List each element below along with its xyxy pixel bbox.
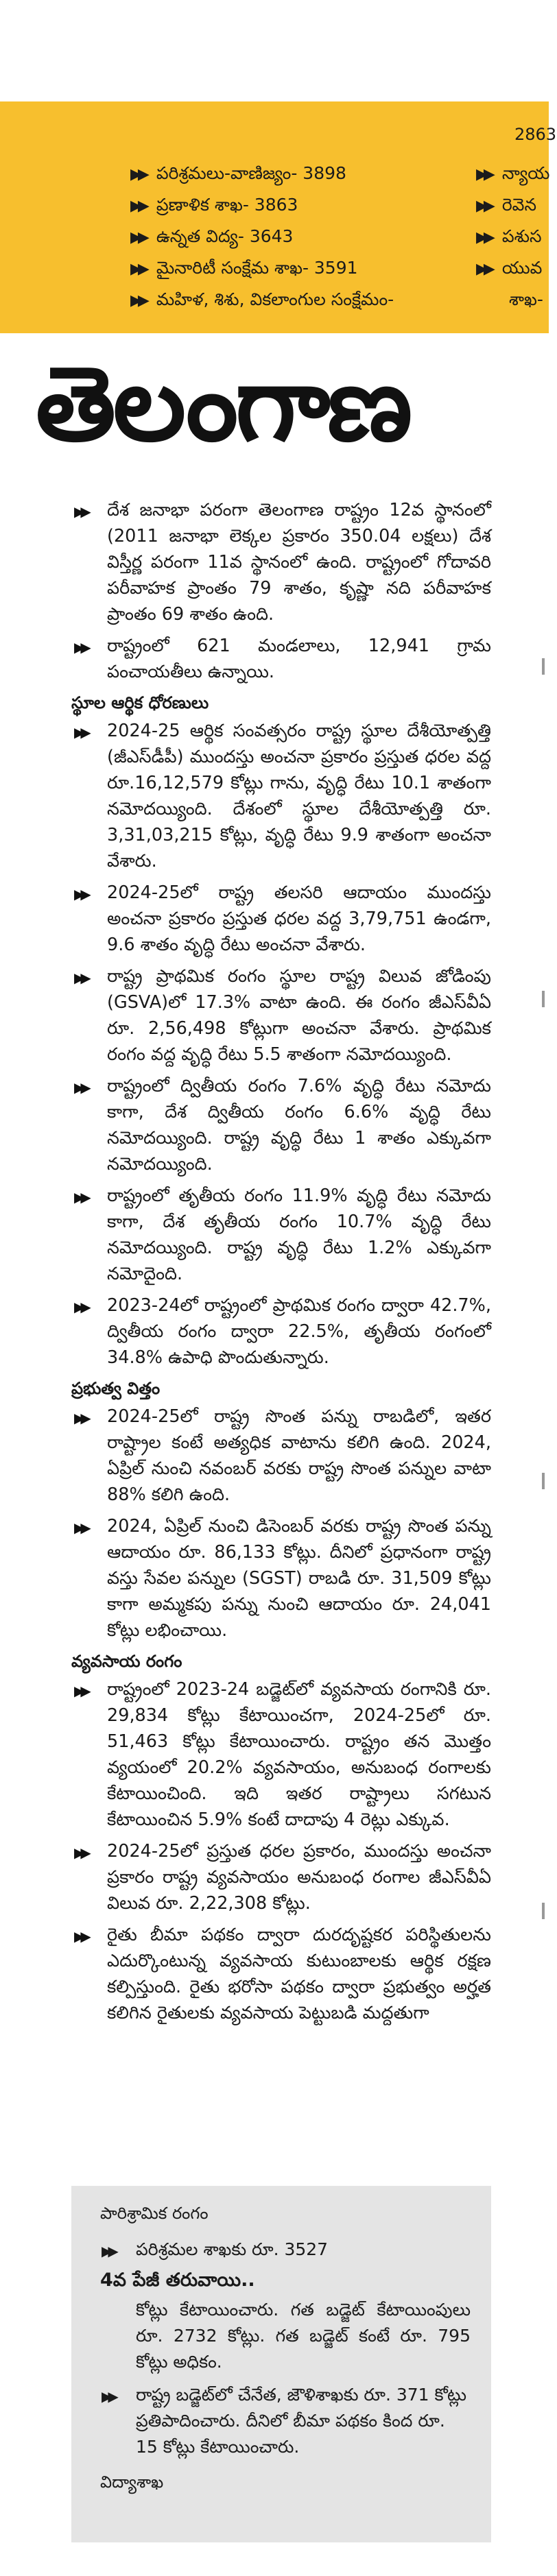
strip-item-col2: ▶▶ పశుస	[476, 226, 542, 246]
list-item: ▶▶ 2024-25 ఆర్థిక సంవత్సరం రాష్ట్ర స్థూల దేశీయోత్పత్తి (జీఎస్‌డీపీ) ముందస్తు అంచనా ప్రకారం ప్రస్తుత ధరల వద్ద రూ.16,12,579 కోట్లు గాను, వృద్ధి రేటు 10.1 శాతంగా నమోదయ్యింది. దేశంలో స్థూల దేశీయోత్పత్తి రూ. 3,31,03,215 కోట్లు, వృద్ధి రేటు 9.9 శాతంగా అంచనా వేశారు.	[74, 721, 491, 871]
page-headline: తెలంగాణ	[36, 345, 410, 464]
double-arrow-icon: ▶▶	[74, 1410, 87, 1426]
double-arrow-icon: ▶▶	[74, 1519, 87, 1536]
list-item: ▶▶ రాష్ట్రంలో తృతీయ రంగం 11.9% వృద్ధి రేటు నమోదు కాగా, దేశ తృతీయ రంగం 10.7% వృద్ధి రేటు నమోదయ్యింది. రాష్ట్ర వృద్ధి రేటు 1.2% ఎక్కువగా నమోదైంది.	[74, 1185, 491, 1284]
section-heading: ప్రభుత్వ విత్తం	[71, 1379, 161, 1398]
list-item: ▶▶ రైతు బీమా పథకం ద్వారా దురదృష్టకర పరిస్థితులను ఎదుర్కొంటున్న వ్యవసాయ కుటుంబాలకు ఆర్థిక రక్షణ కల్పిస్తుంది. రైతు భరోసా పథకం ద్వారా ప్రభుత్వం అర్హత కలిగిన రైతులకు వ్యవసాయ పెట్టుబడి మద్దతుగా	[74, 1925, 491, 2023]
list-item: ▶▶ 2024, ఏప్రిల్ నుంచి డిసెంబర్ వరకు రాష్ట్ర సొంత పన్ను ఆదాయం రూ. 86,133 కోట్లు. దీనిలో ప్రధానంగా రాష్ట్ర వస్తు సేవల పన్నుల (SGST) రాబడి రూ. 31,509 కోట్లు కాగా అమ్మకపు పన్ను నుంచి ఆదాయం రూ. 24,041 కోట్లు లభించాయి.	[74, 1516, 491, 1641]
double-arrow-icon: ▶▶	[74, 1079, 87, 1096]
section-heading: స్థూల ఆర్థిక ధోరణులు	[71, 693, 209, 712]
top-blank-strip	[0, 0, 549, 101]
list-item: ▶▶ 2024-25లో రాష్ట్ర సొంత పన్ను రాబడిలో, ఇతర రాష్ట్రాల కంటే అత్యధిక వాటాను కలిగి ఉంది. 2024, ఏప్రిల్ నుంచి నవంబర్ వరకు రాష్ట్ర సొంత పన్నుల వాటా 88% కలిగి ఉంది.	[74, 1406, 491, 1505]
column-edge-mark	[542, 658, 545, 675]
double-arrow-icon: ▶▶	[74, 970, 87, 986]
strip-item: ▶▶ పరిశ్రమలు-వాణిజ్యం- 3898	[130, 163, 346, 183]
double-arrow-icon: ▶▶	[74, 1928, 87, 1945]
list-item: ▶▶ రాష్ట్రంలో 621 మండలాలు, 12,941 గ్రామ పంచాయతీలు ఉన్నాయి.	[74, 636, 491, 682]
double-arrow-icon: ▶▶	[74, 1844, 87, 1861]
sidebar-box-content	[100, 2200, 471, 2496]
list-item: ▶▶ దేశ జనాభా పరంగా తెలంగాణ రాష్ట్రం 12వ స్థానంలో (2011 జనాభా లెక్కల ప్రకారం 350.04 లక్షలు) దేశ విస్తీర్ణ పరంగా 11వ స్థానంలో ఉంది. రాష్ట్రంలో గోదావరి పరీవాహక ప్రాంతం 79 శాతం, కృష్ణా నది పరీవాహక ప్రాంతం 69 శాతం ఉంది.	[74, 500, 491, 625]
sidebar-box-footer: విద్యాశాఖ	[100, 2472, 164, 2492]
list-item: ▶▶ రాష్ట్ర బడ్జెట్‌లో చేనేత, జౌళిశాఖకు రూ. 371 కోట్లు ప్రతిపాదించారు. దీనిలో బీమా పథకం కింద రూ. 15 కోట్లు కేటాయించారు.	[102, 2385, 466, 2457]
strip-item-col2: ▶▶ రెవెన	[476, 195, 536, 215]
double-arrow-icon: ▶▶	[130, 197, 145, 215]
budget-allocations-strip	[0, 101, 557, 333]
list-item: ▶▶ 2023-24లో రాష్ట్రంలో ప్రాథమిక రంగం ద్వారా 42.7%, ద్వితీయ రంగం ద్వారా 22.5%, తృతీయ రంగంలో 34.8% ఉపాధి పొందుతున్నారు.	[74, 1295, 491, 1368]
double-arrow-icon: ▶▶	[130, 166, 145, 183]
double-arrow-icon: ▶▶	[74, 886, 87, 902]
article-column	[71, 497, 491, 2032]
double-arrow-icon: ▶▶	[102, 2243, 115, 2259]
column-edge-mark	[542, 991, 545, 1007]
double-arrow-icon: ▶▶	[476, 261, 491, 278]
industry-sidebar-box	[71, 2186, 491, 2542]
double-arrow-icon: ▶▶	[476, 197, 491, 215]
continued-text: కోట్లు కేటాయించారు. గత బడ్జెట్ కేటాయింపులు రూ. 2732 కోట్లు. గత బడ్జెట్ కంటే రూ. 795 కోట్లు అధికం.	[136, 2300, 471, 2372]
list-item: ▶▶ 2024-25లో ప్రస్తుత ధరల ప్రకారం, ముందస్తు అంచనా ప్రకారం రాష్ట్ర వ్యవసాయం అనుబంధ రంగాల జీఎస్‌వీఏ విలువ రూ. 2,22,308 కోట్లు.	[74, 1841, 491, 1914]
strip-item: ▶▶ మహిళ, శిశు, వికలాంగుల సంక్షేమం-	[130, 289, 394, 309]
double-arrow-icon: ▶▶	[74, 1683, 87, 1699]
strip-item: ▶▶ ఉన్నత విద్య- 3643	[130, 226, 294, 246]
continued-note: 4వ పేజీ తరువాయి..	[100, 2270, 255, 2291]
double-arrow-icon: ▶▶	[476, 229, 491, 246]
column-edge-mark	[542, 1903, 545, 1919]
strip-item: ▶▶ ప్రణాళిక శాఖ- 3863	[130, 195, 298, 215]
double-arrow-icon: ▶▶	[74, 1189, 87, 1205]
section-heading: వ్యవసాయ రంగం	[71, 1652, 182, 1671]
double-arrow-icon: ▶▶	[476, 166, 491, 183]
list-item: ▶▶ రాష్ట్ర ప్రాథమిక రంగం స్థూల రాష్ట్ర విలువ జోడింపు (GSVA)లో 17.3% వాటా ఉంది. ఈ రంగం జీఎస్‌వీఏ రూ. 2,56,498 కోట్లుగా అంచనా వేశారు. ప్రాథమిక రంగం వద్ద వృద్ధి రేటు 5.5 శాతంగా నమోదయ్యింది.	[74, 966, 491, 1065]
sidebar-box-heading: పారిశ్రామిక రంగం	[100, 2204, 209, 2223]
double-arrow-icon: ▶▶	[102, 2388, 115, 2405]
double-arrow-icon: ▶▶	[130, 261, 145, 278]
double-arrow-icon: ▶▶	[74, 724, 87, 741]
column-edge-mark	[542, 1473, 545, 1489]
list-item: ▶▶ 2024-25లో రాష్ట్ర తలసరి ఆదాయం ముందస్తు అంచనా ప్రకారం ప్రస్తుత ధరల వద్ద 3,79,751 ఉండగా, 9.6 శాతం వృద్ధి రేటు అంచనా వేశారు.	[74, 882, 491, 955]
list-item: ▶▶ రాష్ట్రంలో ద్వితీయ రంగం 7.6% వృద్ధి రేటు నమోదు కాగా, దేశ ద్వితీయ రంగం 6.6% వృద్ధి రేటు నమోదయ్యింది. రాష్ట్ర వృద్ధి రేటు 1 శాతం ఎక్కువగా నమోదయ్యింది.	[74, 1076, 491, 1175]
double-arrow-icon: ▶▶	[74, 1299, 87, 1315]
strip-item-col2: శాఖ-	[509, 289, 543, 309]
strip-item: ▶▶ మైనారిటీ సంక్షేమ శాఖ- 3591	[130, 258, 358, 278]
double-arrow-icon: ▶▶	[74, 503, 87, 520]
double-arrow-icon: ▶▶	[74, 639, 87, 655]
strip-top-number: 2863	[514, 125, 557, 144]
double-arrow-icon: ▶▶	[130, 292, 145, 309]
double-arrow-icon: ▶▶	[130, 229, 145, 246]
list-item: ▶▶ పరిశ్రమల శాఖకు రూ. 3527	[100, 2237, 471, 2263]
strip-item-col2: ▶▶ యువ	[476, 258, 543, 278]
strip-item-col2: ▶▶ న్యాయ	[476, 163, 550, 183]
list-item: ▶▶ రాష్ట్రంలో 2023-24 బడ్జెట్‌లో వ్యవసాయ రంగానికి రూ. 29,834 కోట్లు కేటాయించగా, 2024-25లో రూ. 51,463 కోట్లు కేటాయించారు. రాష్ట్రం తన మొత్తం వ్యయంలో 20.2% వ్యవసాయం, అనుబంధ రంగాలకు కేటాయించింది. ఇది ఇతర రాష్ట్రాలు సగటున కేటాయించిన 5.9% కంటే దాదాపు 4 రెట్లు ఎక్కువ.	[74, 1679, 491, 1830]
